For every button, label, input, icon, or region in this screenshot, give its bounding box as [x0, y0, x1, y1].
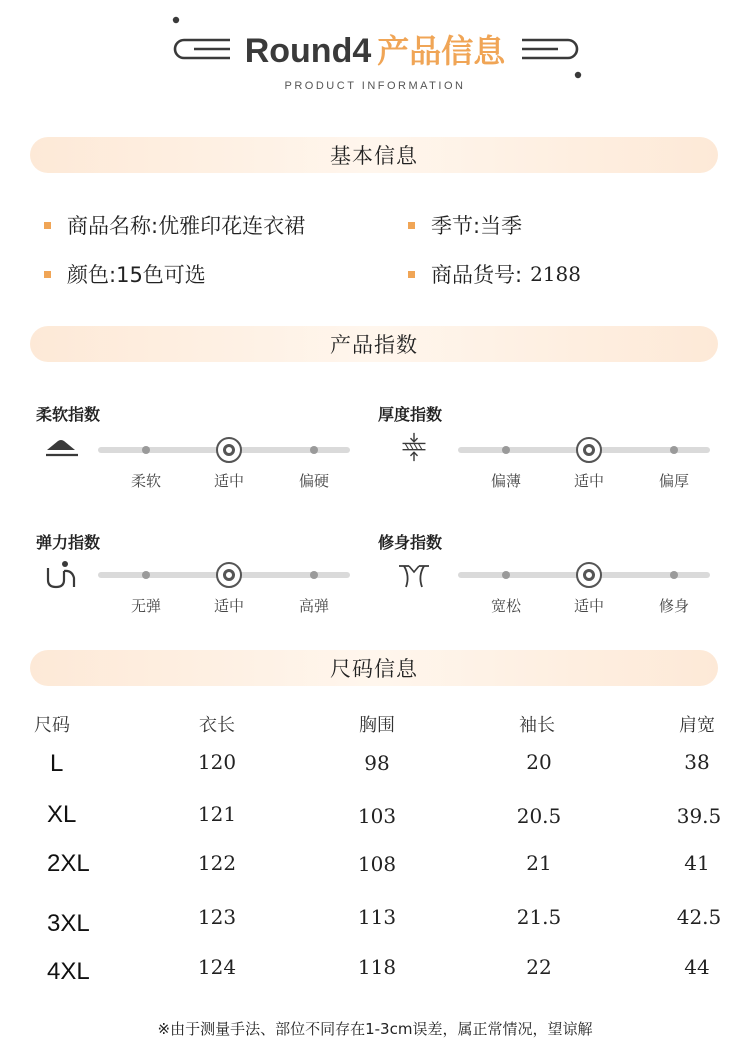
table-cell: 124 — [197, 955, 237, 979]
table-cell-size: XL — [47, 801, 77, 828]
table-header-shoulder: 肩宽 — [679, 715, 715, 736]
shoe-sole-icon — [44, 434, 80, 464]
table-cell: 103 — [357, 804, 397, 828]
info-value: 15色可选 — [116, 263, 206, 287]
measurement-note: ※由于测量手法、部位不同存在1-3cm误差，属正常情况，望谅解 — [157, 1020, 593, 1038]
info-value: 优雅印花连衣裙 — [158, 214, 306, 238]
info-product-name — [44, 210, 305, 240]
index-title-softness: 柔软指数 — [36, 405, 101, 424]
level-label: 偏厚 — [658, 472, 689, 490]
level-label: 柔软 — [130, 472, 161, 490]
table-cell: 123 — [197, 905, 237, 929]
table-header-sleeve: 袖长 — [519, 715, 555, 736]
page-title-cn: 产品信息 — [377, 32, 506, 70]
bullet-icon — [408, 271, 415, 278]
table-cell: 120 — [197, 750, 237, 774]
level-label: 无弹 — [130, 597, 161, 615]
index-title-fit: 修身指数 — [378, 533, 443, 552]
info-item-number — [408, 259, 581, 289]
info-season — [408, 210, 522, 240]
level-label: 适中 — [573, 597, 604, 615]
table-cell-size: 3XL — [47, 910, 90, 937]
table-cell: 44 — [684, 955, 710, 979]
info-label: 商品货号: — [431, 263, 523, 287]
table-cell: 20 — [526, 750, 552, 774]
info-label: 颜色: — [67, 263, 117, 287]
table-cell: 98 — [364, 751, 390, 775]
section-title: 基本信息 — [330, 144, 418, 168]
slider-dot — [142, 571, 150, 579]
slider-dot — [310, 571, 318, 579]
section-size-info — [30, 650, 718, 686]
info-value: 2188 — [530, 262, 581, 286]
table-cell: 21.5 — [516, 905, 562, 929]
section-title: 产品指数 — [330, 333, 418, 357]
level-label: 宽松 — [490, 597, 521, 615]
table-cell: 38 — [684, 750, 710, 774]
table-cell-size: 4XL — [47, 958, 90, 985]
slider-selected-marker — [216, 437, 242, 463]
slider-selected-marker — [216, 562, 242, 588]
level-label: 偏硬 — [298, 472, 329, 490]
table-cell-size: L — [50, 750, 64, 777]
level-label: 适中 — [213, 472, 244, 490]
info-value: 当季 — [480, 214, 523, 238]
slider-dot — [670, 571, 678, 579]
level-label: 偏薄 — [490, 472, 521, 490]
table-header-size: 尺码 — [34, 715, 70, 736]
table-header-length: 衣长 — [199, 715, 235, 736]
table-cell: 108 — [357, 852, 397, 876]
thickness-arrows-icon — [396, 432, 432, 462]
index-title-elasticity: 弹力指数 — [36, 533, 101, 552]
section-basic-info — [30, 137, 718, 173]
info-label: 季节: — [431, 214, 481, 238]
index-title-thickness: 厚度指数 — [378, 405, 443, 424]
level-label: 修身 — [658, 597, 689, 615]
bullet-icon — [44, 222, 51, 229]
level-label: 高弹 — [298, 597, 329, 615]
level-label: 适中 — [573, 472, 604, 490]
slider-dot — [310, 446, 318, 454]
section-title: 尺码信息 — [330, 657, 418, 681]
table-cell: 22 — [526, 955, 552, 979]
page-subtitle: PRODUCT INFORMATION — [284, 80, 466, 92]
table-cell: 42.5 — [676, 905, 722, 929]
table-cell: 121 — [197, 802, 237, 826]
info-color — [44, 259, 206, 289]
bullet-icon — [408, 222, 415, 229]
page-title — [0, 26, 750, 72]
slider-selected-marker — [576, 562, 602, 588]
slider-selected-marker — [576, 437, 602, 463]
slider-dot — [670, 446, 678, 454]
table-cell: 113 — [357, 905, 397, 929]
page-title-en: Round4 — [244, 32, 372, 70]
table-cell: 39.5 — [676, 804, 722, 828]
waist-fit-icon — [396, 560, 432, 590]
section-product-index — [30, 326, 718, 362]
info-label: 商品名称: — [67, 214, 159, 238]
table-cell: 20.5 — [516, 804, 562, 828]
level-label: 适中 — [213, 597, 244, 615]
slider-dot — [502, 446, 510, 454]
table-cell: 21 — [526, 851, 552, 875]
table-cell: 41 — [684, 851, 710, 875]
stretch-figure-icon — [44, 560, 80, 590]
table-cell: 122 — [197, 851, 237, 875]
slider-dot — [142, 446, 150, 454]
slider-dot — [502, 571, 510, 579]
table-cell: 118 — [357, 955, 397, 979]
table-header-bust: 胸围 — [359, 715, 395, 736]
bullet-icon — [44, 271, 51, 278]
table-cell-size: 2XL — [47, 850, 90, 877]
